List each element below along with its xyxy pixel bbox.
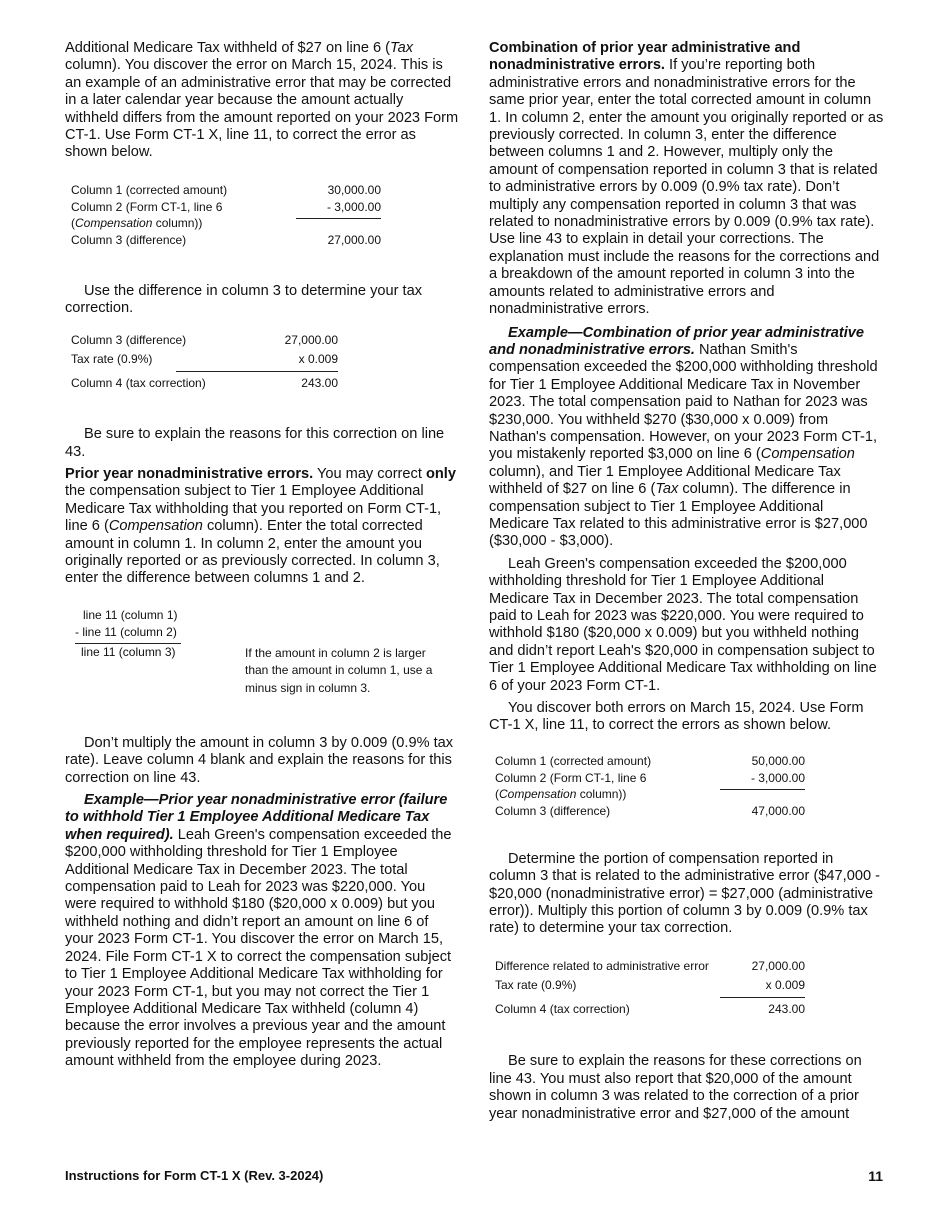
- paragraph: Additional Medicare Tax withheld of $27 on line 6 (Tax column). You discover the error on March 15, 2024. This is an example of an administrative error that may be corrected in a later calendar year because the amount actually withheld differs from the amount reported on your 2023 Form CT-1. Use Form CT-1 X, line 11, to correct the error as shown below.: [65, 40, 459, 161]
- paragraph: Use the difference in column 3 to determine your tax correction.: [65, 282, 423, 317]
- paragraph: Prior year nonadministrative errors. You may correct only the compensation subject to Tier 1 Employee Additional Medicare Tax withholding that you reported on Form CT-1, line 6 (Compensation column). Enter the total corrected amount in column 1. In column 2, enter the amount you originally reported or as previously corrected. In column 3, enter the difference between columns 1 and 2.: [65, 465, 456, 587]
- paragraph: Determine the portion of compensation reported in column 3 that is related to the administrative error ($47,000 - $20,000 (nonadministrative error) = $27,000 (administrative error)). Multiply this portion of column 3 by 0.009 (0.9% tax rate) to determine your tax correction.: [489, 850, 880, 937]
- tax-table: Difference related to administrative error 27,000.00 Tax rate (0.9%) x 0.009 Column 4 (tax correction) 243.00: [495, 958, 805, 1016]
- tax-table: Column 3 (difference) 27,000.00 Tax rate (0.9%) x 0.009 Column 4 (tax correction) 243.00: [71, 332, 338, 390]
- paragraph: Example—Combination of prior year administrative and nonadministrative errors. Nathan Smith's compensation exceeded the $200,000 withholding threshold for Tier 1 Employee Additional Medicare Tax in November 2023. The total compensation paid to Nathan for 2023 was $230,000. You withheld $270 ($30,000 x 0.009) from Nathan's compensation. However, on your 2023 Form CT-1, you mistakenly reported $3,000 on line 6 (Compensation column), and Tier 1 Employee Additional Medicare Tax withheld of $27 on line 6 (Tax column). The difference in compensation subject to Tier 1 Employee Additional Medicare Tax related to this administrative error is $27,000 ($30,000 - $3,000).: [489, 324, 878, 550]
- paragraph: Be sure to explain the reasons for these corrections on line 43. You must also report that $20,000 of the amount shown in column 3 was related to the correction of a prior year nonadministrative error and $27,000 of the amount: [489, 1053, 862, 1122]
- left-column: [65, 40, 460, 1076]
- footer-title: Instructions for Form CT-1 X (Rev. 3-2024): [65, 1168, 324, 1183]
- paragraph: Combination of prior year administrative and nonadministrative errors. If you’re reporting both administrative errors and nonadministrative errors for the same prior year, enter the total corrected amount in column 1. In column 2, enter the amount you originally reported or as previously corrected. In column 3, enter the difference between columns 1 and 2. However, multiply only the amount of compensation reported in column 3 that is related to administrative errors by 0.009 (0.9% tax rate). Don’t multiply any compensation reported in column 3 that was related to nonadministrative errors by 0.009 (0.9% tax rate). Use line 43 to explain in detail your corrections. The explanation must include the reasons for the corrections and a breakdown of the amount reported in column 3 into the amounts related to administrative errors and nonadministrative errors.: [489, 40, 884, 318]
- paragraph: You discover both errors on March 15, 2024. Use Form CT-1 X, line 11, to correct the errors as shown below.: [489, 700, 864, 734]
- page-number: 11: [868, 1168, 883, 1184]
- paragraph: Example—Prior year nonadministrative error (failure to withhold Tier 1 Employee Additional Medicare Tax when required). Leah Green's compensation exceeded the $200,000 withholding threshold for Tier 1 Employee Additional Medicare Tax in December 2023. The total compensation paid to Leah for 2023 was $220,000. You were required to withhold $180 ($20,000 x 0.009) but you withheld nothing and didn’t report an amount on line 6 of your 2023 Form CT-1. You discover the error on March 15, 2024. File Form CT-1 X to correct the compensation subject to Tier 1 Employee Additional Medicare Tax withholding for your 2023 Form CT-1, but you may not correct the Tier 1 Employee Additional Medicare Tax withheld (column 4) because the error involves a previous year and the amount previously reported for the employee represents the actual amount withheld from the employee during 2023.: [65, 792, 452, 1070]
- formula-block: line 11 (column 1) - line 11 (column 2) line 11 (column 3) If the amount in column 2 is larger than the amount in column 1, use a minus sign in column 3.: [75, 607, 433, 695]
- page-footer: [65, 1168, 883, 1183]
- paragraph: Be sure to explain the reasons for this correction on line 43.: [65, 426, 445, 460]
- paragraph: Leah Green's compensation exceeded the $200,000 withholding threshold for Tier 1 Employee Additional Medicare Tax in December 2023. The total compensation paid to Leah for 2023 was $220,000. You were required to withhold $180 ($20,000 x 0.009) but you withheld nothing and didn’t report Leah's $20,000 in compensation subject to Tier 1 Employee Additional Medicare Tax withholding on line 6 of your 2023 Form CT-1.: [489, 555, 877, 694]
- correction-table: Column 1 (corrected amount) 50,000.00 Column 2 (Form CT-1, line 6 (Compensation column)) - 3,000.00 Column 3 (difference) 47,000.00: [495, 753, 805, 819]
- paragraph: Don’t multiply the amount in column 3 by 0.009 (0.9% tax rate). Leave column 4 blank and explain the reasons for this correction on line 43.: [65, 734, 454, 786]
- right-column: [489, 40, 884, 1128]
- correction-table: Column 1 (corrected amount) 30,000.00 Column 2 (Form CT-1, line 6 (Compensation column)) - 3,000.00 Column 3 (difference) 27,000.00: [71, 182, 381, 248]
